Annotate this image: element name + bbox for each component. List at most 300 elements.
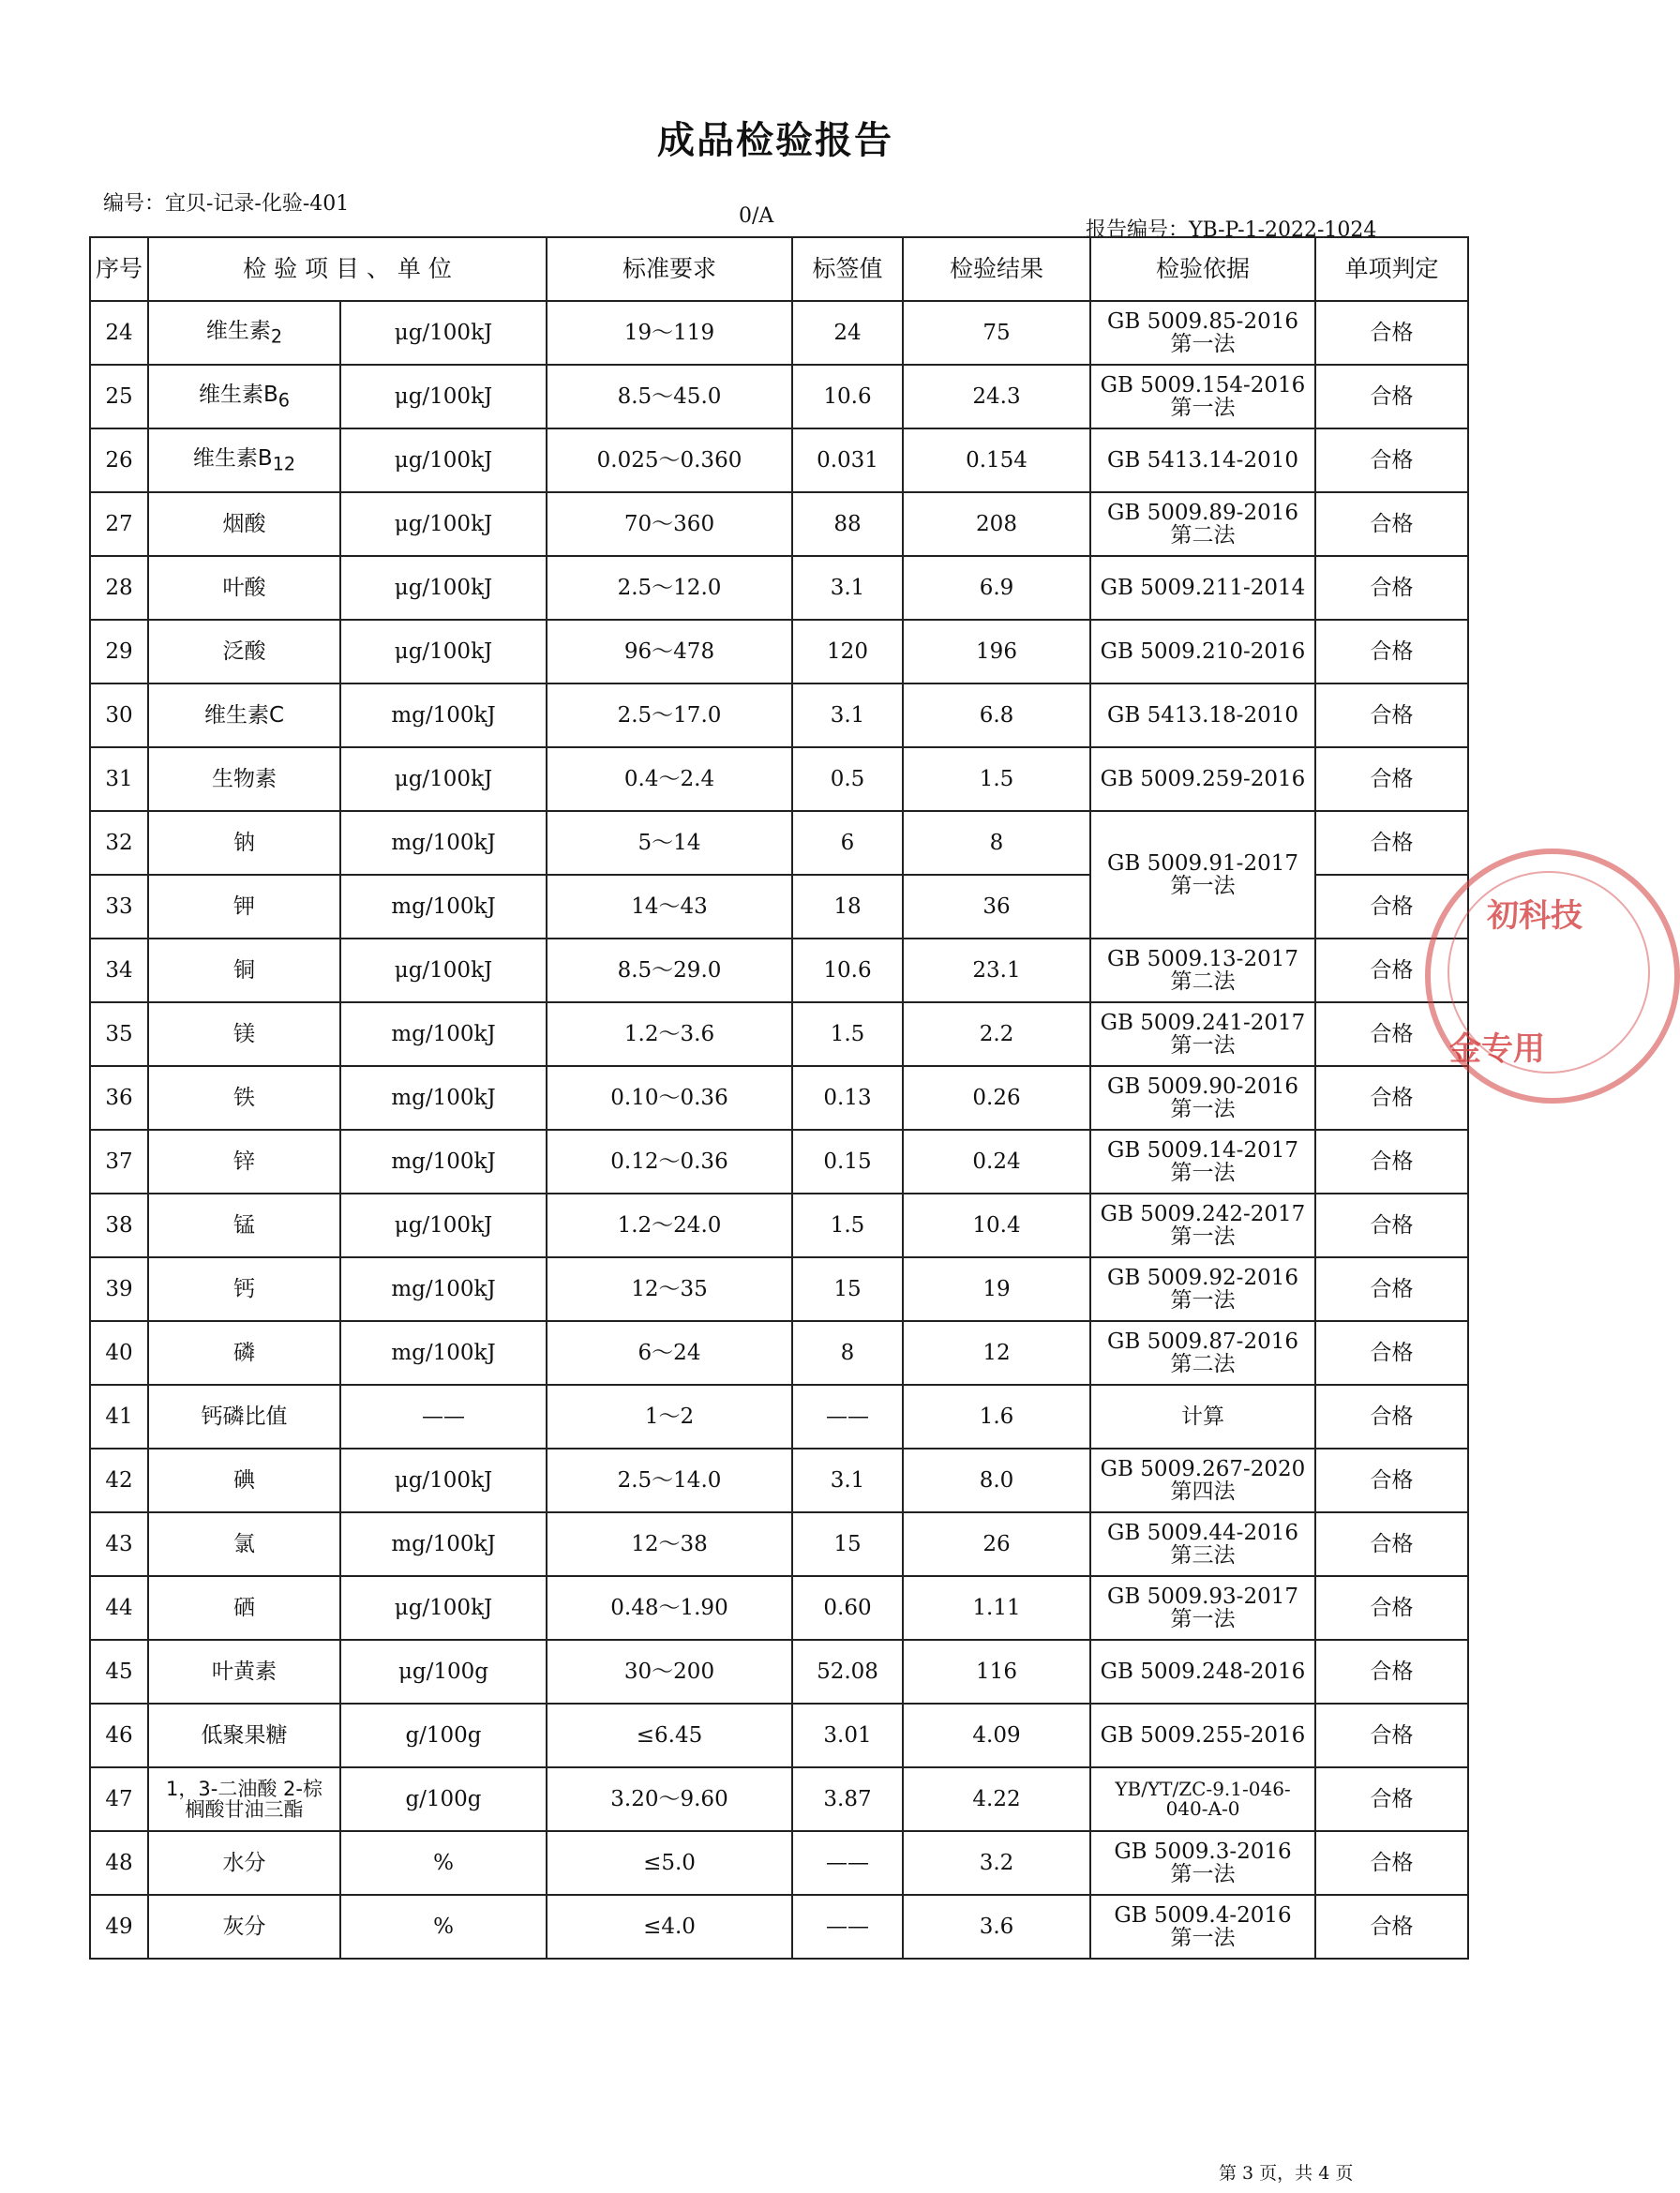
record-number: 编号：宜贝-记录-化验-401 <box>103 192 350 216</box>
item-name-subscript: 12 <box>272 453 296 475</box>
cell-standard: 19～119 <box>547 301 792 365</box>
cell-seq: 30 <box>90 683 148 747</box>
header-item: 检 验 项 目 、 单 位 <box>148 237 547 301</box>
item-name-text: 泛酸 <box>222 638 266 664</box>
cell-item-name <box>148 811 340 875</box>
cell-result: 12 <box>903 1321 1090 1385</box>
cell-seq: 34 <box>90 939 148 1002</box>
cell-standard: 3.20～9.60 <box>547 1767 792 1831</box>
method-line1: GB 5009.93-2017 <box>1106 1584 1298 1609</box>
cell-label-value: 0.60 <box>792 1576 903 1640</box>
cell-label-value: 1.5 <box>792 1002 903 1066</box>
method-line1: GB 5009.210-2016 <box>1100 638 1306 664</box>
item-name-text: 灰分 <box>222 1914 266 1939</box>
cell-judgement: 合格 <box>1315 1512 1468 1576</box>
cell-method <box>1090 747 1315 811</box>
method-line2: 第一法 <box>1170 1033 1236 1058</box>
cell-unit: μg/100kJ <box>340 1576 547 1640</box>
cell-standard: 0.12～0.36 <box>547 1130 792 1194</box>
cell-label-value: 10.6 <box>792 939 903 1002</box>
cell-unit: μg/100kJ <box>340 747 547 811</box>
cell-method <box>1090 1002 1315 1066</box>
cell-unit: μg/100kJ <box>340 556 547 620</box>
cell-result: 10.4 <box>903 1194 1090 1257</box>
cell-result: 196 <box>903 620 1090 683</box>
cell-item-name <box>148 620 340 683</box>
cell-standard: 2.5～17.0 <box>547 683 792 747</box>
item-name-line1: 1，3-二油酸 2-棕 <box>166 1777 322 1800</box>
cell-method <box>1090 301 1315 365</box>
cell-standard: 2.5～14.0 <box>547 1449 792 1512</box>
cell-judgement: 合格 <box>1315 811 1468 875</box>
cell-unit: g/100g <box>340 1704 547 1767</box>
table-row <box>90 1321 1468 1385</box>
method-line1: GB 5009.3-2016 <box>1114 1839 1292 1864</box>
cell-unit: μg/100kJ <box>340 492 547 556</box>
method-line2: 第一法 <box>1170 1862 1236 1886</box>
cell-standard: 0.48～1.90 <box>547 1576 792 1640</box>
header-result: 检验结果 <box>903 237 1090 301</box>
method-line1: GB 5009.13-2017 <box>1106 946 1298 971</box>
cell-result: 208 <box>903 492 1090 556</box>
cell-label-value: 3.1 <box>792 556 903 620</box>
method-line2: 第二法 <box>1170 523 1236 548</box>
cell-result: 24.3 <box>903 365 1090 428</box>
cell-method <box>1090 365 1315 428</box>
cell-unit: mg/100kJ <box>340 1257 547 1321</box>
cell-method <box>1090 620 1315 683</box>
item-name-text: 维生素B <box>192 445 273 471</box>
cell-label-value: 0.031 <box>792 428 903 492</box>
cell-seq: 49 <box>90 1895 148 1959</box>
cell-label-value: —— <box>792 1385 903 1449</box>
report-title: 成品检验报告 <box>657 119 893 162</box>
cell-label-value: 10.6 <box>792 365 903 428</box>
cell-standard: 0.4～2.4 <box>547 747 792 811</box>
cell-result: 1.6 <box>903 1385 1090 1449</box>
item-name-text: 维生素 <box>205 318 271 343</box>
header-seq: 序号 <box>90 237 148 301</box>
cell-result: 0.154 <box>903 428 1090 492</box>
item-name-text: 叶黄素 <box>212 1659 277 1684</box>
cell-item-name <box>148 1640 340 1704</box>
cell-judgement: 合格 <box>1315 301 1468 365</box>
cell-standard: 8.5～29.0 <box>547 939 792 1002</box>
table-row <box>90 1704 1468 1767</box>
cell-standard: ≤5.0 <box>547 1831 792 1895</box>
cell-unit: % <box>340 1831 547 1895</box>
item-name-text: 锰 <box>233 1212 255 1238</box>
table-row <box>90 1066 1468 1130</box>
cell-unit: % <box>340 1895 547 1959</box>
cell-label-value: 15 <box>792 1512 903 1576</box>
cell-standard: 70～360 <box>547 492 792 556</box>
cell-seq: 25 <box>90 365 148 428</box>
cell-unit: μg/100kJ <box>340 620 547 683</box>
header-method: 检验依据 <box>1090 237 1315 301</box>
method-line2: 第一法 <box>1170 874 1236 898</box>
cell-result: 0.26 <box>903 1066 1090 1130</box>
table-row <box>90 301 1468 365</box>
cell-item-name <box>148 1385 340 1449</box>
cell-method <box>1090 811 1315 939</box>
cell-result: 36 <box>903 875 1090 939</box>
cell-judgement: 合格 <box>1315 1194 1468 1257</box>
method-line2: 第一法 <box>1170 332 1236 356</box>
cell-method <box>1090 1704 1315 1767</box>
cell-judgement: 合格 <box>1315 1002 1468 1066</box>
cell-seq: 37 <box>90 1130 148 1194</box>
cell-seq: 41 <box>90 1385 148 1449</box>
cell-method <box>1090 1257 1315 1321</box>
report-number: 报告编号：YB-P-1-2022-1024 <box>1086 218 1377 242</box>
item-name-text: 维生素C <box>203 702 285 728</box>
cell-item-name <box>148 365 340 428</box>
cell-label-value: 8 <box>792 1321 903 1385</box>
cell-method <box>1090 1194 1315 1257</box>
cell-standard: 30～200 <box>547 1640 792 1704</box>
cell-method <box>1090 1512 1315 1576</box>
cell-item-name <box>148 1512 340 1576</box>
cell-method <box>1090 1576 1315 1640</box>
cell-standard: ≤4.0 <box>547 1895 792 1959</box>
method-line1: GB 5009.4-2016 <box>1114 1902 1292 1928</box>
method-line1: GB 5009.241-2017 <box>1100 1010 1306 1035</box>
table-row <box>90 1640 1468 1704</box>
method-line1: GB 5009.255-2016 <box>1100 1722 1306 1748</box>
table-row <box>90 620 1468 683</box>
cell-label-value: 24 <box>792 301 903 365</box>
cell-seq: 38 <box>90 1194 148 1257</box>
cell-seq: 24 <box>90 301 148 365</box>
item-name-text: 硒 <box>233 1595 255 1620</box>
method-line1: GB 5009.85-2016 <box>1106 308 1298 334</box>
cell-judgement: 合格 <box>1315 1066 1468 1130</box>
cell-seq: 29 <box>90 620 148 683</box>
table-row <box>90 1895 1468 1959</box>
cell-judgement: 合格 <box>1315 747 1468 811</box>
table-row <box>90 365 1468 428</box>
cell-result: 19 <box>903 1257 1090 1321</box>
item-name-text: 锌 <box>233 1149 255 1174</box>
cell-judgement: 合格 <box>1315 1449 1468 1512</box>
cell-label-value: 1.5 <box>792 1194 903 1257</box>
item-name-text: 钾 <box>233 894 255 919</box>
cell-standard: 1～2 <box>547 1385 792 1449</box>
cell-method <box>1090 1449 1315 1512</box>
cell-item-name <box>148 492 340 556</box>
cell-seq: 28 <box>90 556 148 620</box>
cell-method <box>1090 1066 1315 1130</box>
cell-item-name <box>148 1257 340 1321</box>
table-row <box>90 492 1468 556</box>
cell-judgement: 合格 <box>1315 492 1468 556</box>
method-line1: GB 5009.92-2016 <box>1106 1265 1298 1290</box>
method-line2: 第一法 <box>1170 1224 1236 1249</box>
cell-result: 8 <box>903 811 1090 875</box>
cell-label-value: 18 <box>792 875 903 939</box>
cell-method <box>1090 1895 1315 1959</box>
table-row <box>90 1194 1468 1257</box>
cell-unit: μg/100kJ <box>340 1194 547 1257</box>
cell-item-name <box>148 1194 340 1257</box>
cell-method <box>1090 492 1315 556</box>
cell-item-name <box>148 875 340 939</box>
method-line1: GB 5009.248-2016 <box>1100 1659 1306 1684</box>
cell-result: 1.5 <box>903 747 1090 811</box>
item-name-subscript: 6 <box>278 389 290 412</box>
method-line1: GB 5413.18-2010 <box>1106 702 1298 728</box>
cell-label-value: 15 <box>792 1257 903 1321</box>
cell-item-name <box>148 1576 340 1640</box>
cell-unit: g/100g <box>340 1767 547 1831</box>
method-line1: YB/YT/ZC-9.1-046- <box>1115 1778 1291 1800</box>
cell-unit: μg/100kJ <box>340 365 547 428</box>
cell-judgement: 合格 <box>1315 1640 1468 1704</box>
stamp-text-bottom: 金专用 <box>1449 1030 1545 1068</box>
cell-judgement: 合格 <box>1315 1257 1468 1321</box>
table-row <box>90 683 1468 747</box>
method-line1: GB 5009.211-2014 <box>1100 575 1306 600</box>
item-name-text: 烟酸 <box>222 511 266 536</box>
cell-result: 23.1 <box>903 939 1090 1002</box>
cell-unit: mg/100kJ <box>340 683 547 747</box>
cell-standard: 12～38 <box>547 1512 792 1576</box>
cell-item-name <box>148 1321 340 1385</box>
cell-method <box>1090 1321 1315 1385</box>
cell-unit: mg/100kJ <box>340 1512 547 1576</box>
method-line1: GB 5009.91-2017 <box>1106 850 1298 876</box>
cell-label-value: 3.1 <box>792 1449 903 1512</box>
cell-seq: 31 <box>90 747 148 811</box>
cell-method <box>1090 1640 1315 1704</box>
item-name-text: 水分 <box>222 1850 266 1875</box>
cell-seq: 40 <box>90 1321 148 1385</box>
header-label: 标签值 <box>792 237 903 301</box>
table-row <box>90 1767 1468 1831</box>
cell-result: 75 <box>903 301 1090 365</box>
cell-method <box>1090 939 1315 1002</box>
cell-seq: 32 <box>90 811 148 875</box>
header-standard: 标准要求 <box>547 237 792 301</box>
cell-judgement: 合格 <box>1315 428 1468 492</box>
cell-item-name <box>148 1895 340 1959</box>
item-name-text: 钙 <box>233 1276 255 1301</box>
cell-item-name <box>148 1130 340 1194</box>
item-name-line2: 榈酸甘油三酯 <box>185 1798 304 1821</box>
header-judgement: 单项判定 <box>1315 237 1468 301</box>
cell-seq: 42 <box>90 1449 148 1512</box>
cell-standard: 14～43 <box>547 875 792 939</box>
method-line2: 040-A-0 <box>1165 1797 1240 1820</box>
cell-label-value: 88 <box>792 492 903 556</box>
cell-judgement: 合格 <box>1315 1895 1468 1959</box>
method-line1: GB 5009.90-2016 <box>1106 1074 1298 1099</box>
cell-unit: mg/100kJ <box>340 875 547 939</box>
method-line2: 第一法 <box>1170 396 1236 420</box>
cell-label-value: 3.87 <box>792 1767 903 1831</box>
cell-item-name <box>148 556 340 620</box>
table-row <box>90 939 1468 1002</box>
cell-unit: mg/100kJ <box>340 811 547 875</box>
cell-result: 26 <box>903 1512 1090 1576</box>
item-name-subscript: 2 <box>270 325 283 348</box>
cell-method <box>1090 1385 1315 1449</box>
cell-judgement: 合格 <box>1315 1831 1468 1895</box>
method-line1: 计算 <box>1181 1404 1224 1429</box>
method-line1: GB 5009.259-2016 <box>1100 766 1306 791</box>
method-line2: 第一法 <box>1170 1161 1236 1185</box>
table-row <box>90 1130 1468 1194</box>
method-line2: 第三法 <box>1170 1543 1236 1568</box>
item-name-text: 镁 <box>233 1021 255 1046</box>
cell-result: 8.0 <box>903 1449 1090 1512</box>
cell-unit: mg/100kJ <box>340 1321 547 1385</box>
cell-label-value: 0.5 <box>792 747 903 811</box>
cell-judgement: 合格 <box>1315 1385 1468 1449</box>
cell-standard: 2.5～12.0 <box>547 556 792 620</box>
cell-result: 3.6 <box>903 1895 1090 1959</box>
item-name-text: 钠 <box>233 830 255 855</box>
method-line1: GB 5009.154-2016 <box>1100 372 1306 398</box>
cell-seq: 45 <box>90 1640 148 1704</box>
cell-seq: 43 <box>90 1512 148 1576</box>
version: 0/A <box>739 204 774 228</box>
table-row <box>90 1385 1468 1449</box>
item-name-text: 低聚果糖 <box>201 1722 288 1748</box>
cell-label-value: —— <box>792 1895 903 1959</box>
cell-result: 3.2 <box>903 1831 1090 1895</box>
cell-standard: 0.025～0.360 <box>547 428 792 492</box>
cell-item-name <box>148 939 340 1002</box>
method-line1: GB 5413.14-2010 <box>1106 447 1298 473</box>
cell-label-value: 52.08 <box>792 1640 903 1704</box>
cell-unit: mg/100kJ <box>340 1130 547 1194</box>
method-line2: 第一法 <box>1170 1097 1236 1121</box>
item-name-text: 钙磷比值 <box>201 1404 288 1429</box>
method-line1: GB 5009.242-2017 <box>1100 1201 1306 1226</box>
table-row <box>90 1576 1468 1640</box>
table-row <box>90 1831 1468 1895</box>
cell-unit: μg/100kJ <box>340 1449 547 1512</box>
table-body <box>90 301 1468 1959</box>
cell-standard: 96～478 <box>547 620 792 683</box>
method-line2: 第一法 <box>1170 1288 1236 1313</box>
cell-judgement: 合格 <box>1315 1130 1468 1194</box>
cell-method <box>1090 428 1315 492</box>
cell-judgement: 合格 <box>1315 620 1468 683</box>
item-name-text: 叶酸 <box>222 575 266 600</box>
method-line1: GB 5009.14-2017 <box>1106 1137 1298 1163</box>
cell-item-name <box>148 683 340 747</box>
table-row <box>90 1257 1468 1321</box>
cell-unit: μg/100kJ <box>340 301 547 365</box>
stamp-text-top: 初科技 <box>1487 897 1582 935</box>
cell-judgement: 合格 <box>1315 556 1468 620</box>
cell-seq: 26 <box>90 428 148 492</box>
cell-standard: 12～35 <box>547 1257 792 1321</box>
cell-unit: mg/100kJ <box>340 1066 547 1130</box>
cell-method <box>1090 1130 1315 1194</box>
cell-seq: 36 <box>90 1066 148 1130</box>
cell-judgement: 合格 <box>1315 939 1468 1002</box>
cell-standard: 8.5～45.0 <box>547 365 792 428</box>
method-line2: 第二法 <box>1170 969 1236 994</box>
method-line1: GB 5009.87-2016 <box>1106 1329 1298 1354</box>
item-name-text: 生物素 <box>212 766 277 791</box>
cell-item-name <box>148 1767 340 1831</box>
cell-seq: 33 <box>90 875 148 939</box>
method-line2: 第一法 <box>1170 1607 1236 1631</box>
cell-result: 116 <box>903 1640 1090 1704</box>
cell-method <box>1090 683 1315 747</box>
cell-judgement: 合格 <box>1315 1704 1468 1767</box>
red-seal-stamp <box>1425 849 1680 1104</box>
cell-result: 0.24 <box>903 1130 1090 1194</box>
item-name-text: 铁 <box>233 1085 255 1110</box>
cell-item-name <box>148 1831 340 1895</box>
page-number: 第 3 页，共 4 页 <box>1219 2163 1354 2184</box>
cell-seq: 44 <box>90 1576 148 1640</box>
table-header <box>90 237 1468 301</box>
cell-judgement: 合格 <box>1315 1576 1468 1640</box>
cell-standard: 5～14 <box>547 811 792 875</box>
cell-result: 4.22 <box>903 1767 1090 1831</box>
cell-result: 1.11 <box>903 1576 1090 1640</box>
cell-standard: 1.2～24.0 <box>547 1194 792 1257</box>
table-row <box>90 428 1468 492</box>
cell-result: 6.8 <box>903 683 1090 747</box>
item-name-text: 氯 <box>233 1531 255 1556</box>
cell-item-name <box>148 747 340 811</box>
table-row <box>90 747 1468 811</box>
cell-standard: 6～24 <box>547 1321 792 1385</box>
item-name-text: 磷 <box>233 1340 255 1365</box>
cell-seq: 27 <box>90 492 148 556</box>
method-line1: GB 5009.44-2016 <box>1106 1520 1298 1545</box>
cell-seq: 48 <box>90 1831 148 1895</box>
table-row <box>90 1002 1468 1066</box>
cell-standard: ≤6.45 <box>547 1704 792 1767</box>
cell-item-name <box>148 1066 340 1130</box>
cell-unit: μg/100kJ <box>340 428 547 492</box>
cell-standard: 0.10～0.36 <box>547 1066 792 1130</box>
cell-standard: 1.2～3.6 <box>547 1002 792 1066</box>
cell-judgement: 合格 <box>1315 1767 1468 1831</box>
method-line2: 第二法 <box>1170 1352 1236 1376</box>
cell-item-name <box>148 428 340 492</box>
cell-item-name <box>148 1449 340 1512</box>
cell-item-name <box>148 1704 340 1767</box>
cell-judgement: 合格 <box>1315 1321 1468 1385</box>
cell-judgement: 合格 <box>1315 683 1468 747</box>
cell-method <box>1090 1767 1315 1831</box>
cell-item-name <box>148 301 340 365</box>
cell-unit: μg/100kJ <box>340 939 547 1002</box>
cell-label-value: —— <box>792 1831 903 1895</box>
cell-result: 2.2 <box>903 1002 1090 1066</box>
item-name-text: 铜 <box>233 957 255 983</box>
cell-seq: 46 <box>90 1704 148 1767</box>
cell-seq: 39 <box>90 1257 148 1321</box>
method-line1: GB 5009.89-2016 <box>1106 500 1298 525</box>
cell-judgement: 合格 <box>1315 365 1468 428</box>
cell-label-value: 0.13 <box>792 1066 903 1130</box>
cell-label-value: 120 <box>792 620 903 683</box>
cell-result: 4.09 <box>903 1704 1090 1767</box>
table-row <box>90 556 1468 620</box>
cell-seq: 35 <box>90 1002 148 1066</box>
